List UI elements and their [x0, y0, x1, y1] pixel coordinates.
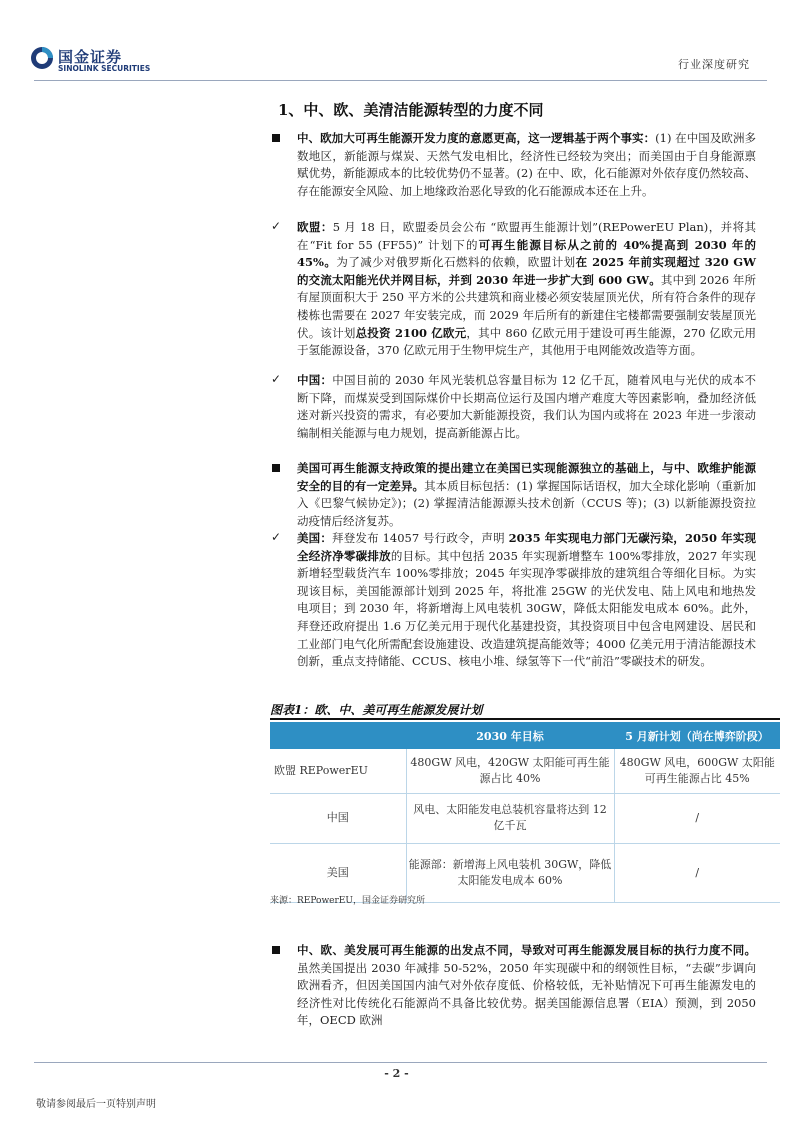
table-cell-target: 480GW 风电，420GW 太阳能可再生能源占比 40%	[406, 749, 614, 793]
sinolink-logo-icon	[30, 46, 54, 70]
bullet-paragraph-2	[270, 460, 756, 530]
table-row	[270, 749, 780, 793]
table-header-cell: 5 月新计划（尚在博弈阶段）	[614, 722, 780, 749]
paragraph-highlight: 在 2025 年前实现超过 320 GW 的交流太阳能光伏并网目标，并到 2030 年进一步扩大到 600 GW。	[297, 255, 757, 287]
table-row	[270, 793, 780, 843]
table-cell-region: 欧盟 REPowerEU	[270, 749, 406, 793]
paragraph-highlight: 总投资 2100 亿欧元	[355, 325, 467, 340]
figure-title-rule	[270, 718, 780, 720]
table-cell-region: 美国	[270, 843, 406, 902]
paragraph-text: ，其中 860 亿欧元用于建设可再生能源，270 亿欧元用于氢能源设备，370 亿欧元用于生物甲烷生产，其他用于电网能效改造等方面。	[297, 325, 757, 358]
page-header	[26, 40, 768, 76]
section-title: 1、中、欧、美清洁能源转型的力度不同	[278, 101, 544, 119]
check-paragraph-china: ✓ 中国：中国目前的 2030 年风光装机总容量目标为 12 亿千瓦，随着风电与光伏的成本不断下降，而煤炭受到国际煤价中长期高位运行及国内增产难度大等因素影响，叠加经济低迷对新兴投资的需求，有必要加大新能源投资，我们认为国内或将在 2023 年进一步滚动编制相关能源与电力规划，提高新能源占比。	[271, 372, 757, 440]
paragraph-lead: 中、欧、美发展可再生能源的出发点不同，导致对可再生能源发展目标的执行力度不同。	[297, 943, 756, 957]
paragraph-label: 欧盟：	[297, 220, 333, 234]
paragraph-text: 中国目前的 2030 年风光装机总容量目标为 12 亿千瓦，随着风电与光伏的成本不断下降，而煤炭受到国际煤价中长期高位运行及国内增产难度大等因素影响，叠加经济低迷对新兴投资的需求，有必要加大新能源投资，我们认为国内或将在 2023 年进一步滚动编制相关能源与电力规划，提高新能源占比。	[297, 373, 757, 440]
page-number: - 2 -	[384, 1067, 409, 1080]
check-paragraph-us: ✓ 美国：拜登发布 14057 号行政令，声明 2035 年实现电力部门无碳污染，2050 年实现全经济净零碳排放的目标。其中包括 2035 年实现新增整车 100%零排放，2027 年实现新增轻型载货汽车 100%零排放；2045 年实现净零碳排放的建筑组合等细化目标。为实现该目标，美国能源部计划到 2025 年，将批准 25GW 的光伏发电、陆上风电和地热发电项目；到 2030 年，将新增海上风电装机 30GW，降低太阳能发电成本 60%。此外，拜登还政府提出 1.6 万亿美元用于现代化基建投资，其投资项目中包含电网建设、居民和工业部门电气化所需配套设施建设、改造建筑提高能效等；4000 亿美元用于清洁能源技术创新，重点支持储能、CCUS、核电小堆、绿氢等下一代“前沿”零碳技术的研发。	[271, 530, 756, 669]
paragraph-highlight: 可再生能源目标从之前的 40%提高到 2030 年的 45%。	[297, 237, 756, 270]
plan-table	[270, 722, 780, 903]
table-cell-plan: /	[614, 843, 780, 902]
figure-source: 来源：REPowerEU，国金证券研究所	[270, 896, 425, 906]
check-paragraph-eu: ✓ 欧盟：5 月 18 日，欧盟委员会公布 “欧盟再生能源计划”(REPowerEU Plan)，并将其在“Fit for 55 (FF55)” 计划下的可再生能源目标从之前的 40%提高到 2030 年的 45%。为了减少对俄罗斯化石燃料的依赖，欧盟计划在 2025 年前实现超过 320 GW 的交流太阳能光伏并网目标，并到 2030 年进一步扩大到 600 GW。其中到 2026 年所有屋顶面积大于 250 平方米的公共建筑和商业楼必须安装屋顶光伏，所有符合条件的现存楼栋也需要在 2027 年安装完成，而 2029 年后所有的新建住宅楼都需要强制安装屋顶光伏。该计划总投资 2100 亿欧元，其中 860 亿欧元用于建设可再生能源，270 亿欧元用于氢能源设备，370 亿欧元用于生物甲烷生产，其他用于电网能效改造等方面。	[271, 219, 757, 358]
table-cell-region: 中国	[270, 793, 406, 843]
table-header-cell	[270, 722, 406, 749]
disclaimer-note: 敬请参阅最后一页特别声明	[36, 1099, 156, 1110]
bullet-paragraph-3	[270, 942, 756, 1030]
figure-title: 图表1：欧、中、美可再生能源发展计划	[270, 703, 483, 717]
footer-divider	[34, 1062, 767, 1063]
bullet-paragraph-1	[270, 130, 756, 200]
report-type: 行业深度研究	[678, 58, 750, 71]
header-divider	[34, 80, 767, 81]
paragraph-text: 拜登发布 14057 号行政令，声明	[332, 531, 509, 545]
table-cell-target: 能源部：新增海上风电装机 30GW，降低太阳能发电成本 60%	[406, 843, 614, 902]
paragraph-label: 中国：	[297, 373, 333, 387]
logo-company-name-en: SINOLINK SECURITIES	[58, 64, 151, 73]
table-header-row	[270, 722, 780, 749]
paragraph-highlight: 2035 年实现电力部门无碳污染，2050 年实现全经济净零碳排放	[297, 531, 756, 563]
paragraph-text: 5 月 18 日，欧盟委员会公布 “欧盟再生能源计划”(REPowerEU Plan)，并将其在“Fit for 55 (FF55)” 计划下的	[297, 220, 756, 252]
logo-company-name: 国金证券	[58, 48, 123, 66]
paragraph-lead: 中、欧加大可再生能源开发力度的意愿更高，这一逻辑基于两个事实：	[297, 131, 656, 145]
table-cell-target: 风电、太阳能发电总装机容量将达到 12 亿千瓦	[406, 793, 614, 843]
paragraph-lead: 美国可再生能源支持政策的提出建立在美国已实现能源独立的基础上，与中、欧维护能源安全的目的有一定差异。	[297, 461, 756, 493]
paragraph-text: 为了减少对俄罗斯化石燃料的依赖，欧盟计划	[336, 255, 576, 270]
paragraph-text: 虽然美国提出 2030 年减排 50-52%，2050 年实现碳中和的纲领性目标，“去碳”步调向欧洲看齐，但因美国国内油气对外依存度低、价格较低，无补贴情况下可再生能源发电的经济性对比传统化石能源尚不具备比较优势。据美国能源信息署（EIA）预测，到 2050 年，OECD 欧洲	[297, 960, 756, 1028]
table-cell-plan: /	[614, 793, 780, 843]
paragraph-text: 其中到 2026 年所有屋顶面积大于 250 平方米的公共建筑和商业楼必须安装屋顶光伏，所有符合条件的现存楼栋也需要在 2027 年安装完成，而 2029 年后所有的新建住宅楼都需要强制安装屋顶光伏。该计划	[297, 272, 756, 340]
paragraph-text: 的目标。其中包括 2035 年实现新增整车 100%零排放，2027 年实现新增轻型载货汽车 100%零排放；2045 年实现净零碳排放的建筑组合等细化目标。为实现该目标，美国能源部计划到 2025 年，将批准 25GW 的光伏发电、陆上风电和地热发电项目；到 2030 年，将新增海上风电装机 30GW，降低太阳能发电成本 60%。此外，拜登还政府提出 1.6 万亿美元用于现代化基建投资，其投资项目中包含电网建设、居民和工业部门电气化所需配套设施建设、改造建筑提高能效等；4000 亿美元用于清洁能源技术创新，重点支持储能、CCUS、核电小堆、绿氢等下一代“前沿”零碳技术的研发。	[297, 548, 756, 669]
paragraph-text: (1) 在中国及欧洲多数地区，新能源与煤炭、天然气发电相比，经济性已经较为突出；而美国由于自身能源禀赋优势，新能源成本的比较优势仍不显著。(2) 在中、欧，化石能源对外依存度仍然较高、存在能源安全风险、加上地缘政治恶化导致的化石能源成本还在上升。	[297, 131, 756, 198]
paragraph-label: 美国：	[297, 531, 333, 545]
table-cell-plan: 480GW 风电，600GW 太阳能可再生能源占比 45%	[614, 749, 780, 793]
paragraph-text: 其本质目标包括：(1) 掌握国际话语权，加大全球化影响（重新加入《巴黎气候协定》)；(2) 掌握清洁能源源头技术创新（CCUS 等)；(3) 以新能源投资拉动疫情后经济复苏。	[297, 478, 756, 528]
table-header-cell: 2030 年目标	[406, 722, 614, 749]
